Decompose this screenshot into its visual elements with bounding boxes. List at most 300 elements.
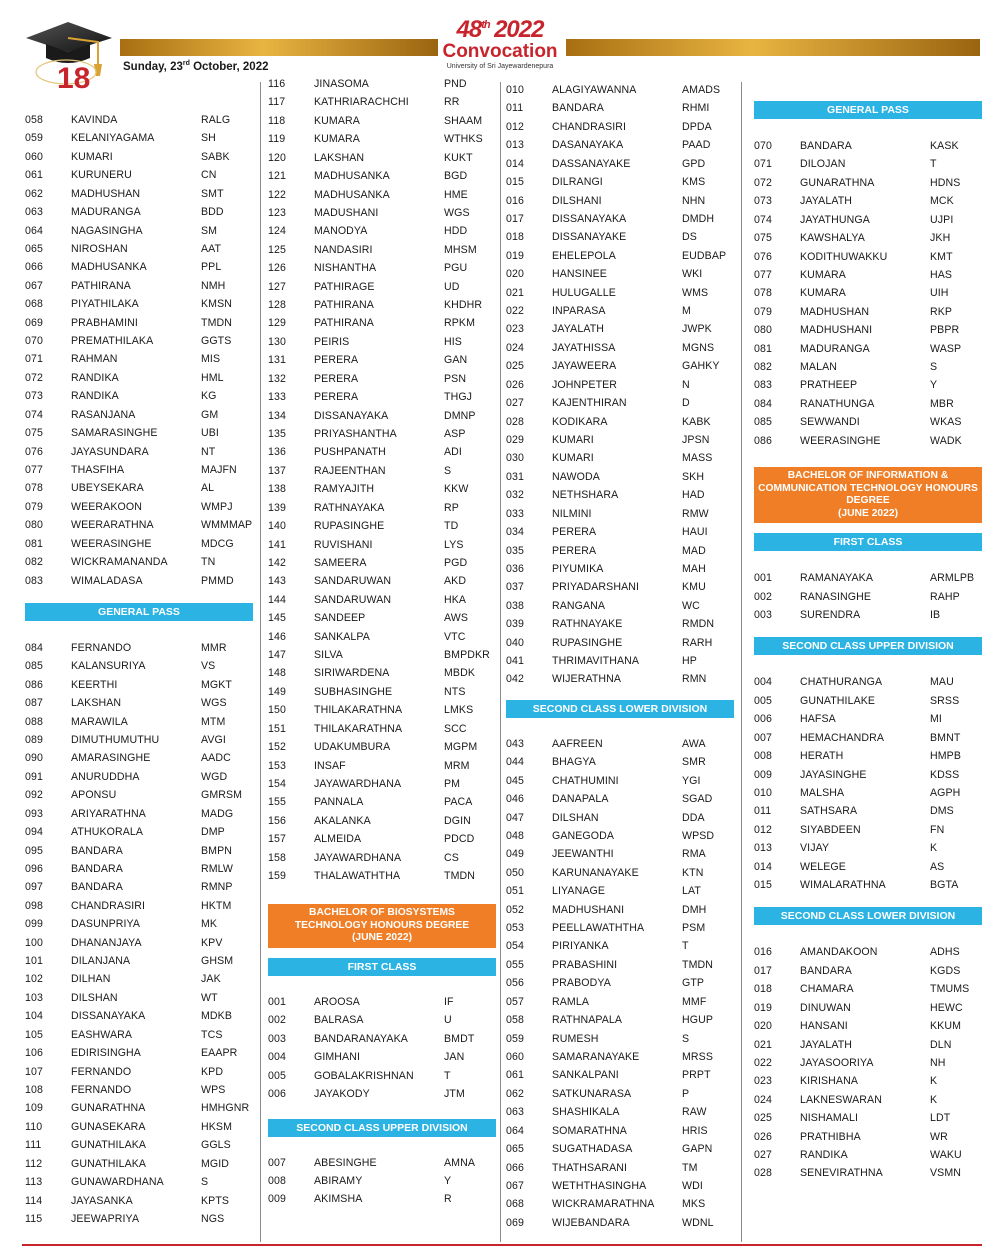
graduate-initials: RARH bbox=[682, 636, 713, 649]
graduate-number: 063 bbox=[506, 1106, 524, 1119]
graduate-initials: PRPT bbox=[682, 1069, 711, 1082]
graduate-number: 155 bbox=[268, 796, 286, 809]
graduate-number: 040 bbox=[506, 636, 524, 649]
list-item bbox=[25, 752, 253, 768]
graduate-number: 053 bbox=[506, 922, 524, 935]
list-item bbox=[268, 391, 496, 407]
graduate-number: 084 bbox=[25, 641, 43, 654]
list-item bbox=[754, 787, 982, 803]
graduate-number: 147 bbox=[268, 649, 286, 662]
graduate-name: LIYANAGE bbox=[552, 885, 606, 898]
list-item bbox=[506, 434, 734, 450]
list-item bbox=[754, 287, 982, 303]
graduate-name: PERERA bbox=[552, 526, 597, 539]
graduate-number: 143 bbox=[268, 575, 286, 588]
graduate-name: WEERAKOON bbox=[71, 500, 142, 513]
list-item bbox=[754, 1167, 982, 1183]
graduate-name: RAHMAN bbox=[71, 353, 118, 366]
section-header: GENERAL PASS bbox=[25, 603, 253, 621]
graduate-name: GUNARATHNA bbox=[71, 1102, 146, 1115]
graduate-initials: NGS bbox=[201, 1212, 225, 1225]
graduate-initials: MCK bbox=[930, 195, 954, 208]
list-item bbox=[268, 410, 496, 426]
graduate-name: WICKRAMARATHNA bbox=[552, 1198, 655, 1211]
graduate-initials: LYS bbox=[444, 538, 464, 551]
graduate-number: 070 bbox=[754, 140, 772, 152]
graduate-number: 096 bbox=[25, 862, 43, 875]
list-item bbox=[506, 940, 734, 956]
graduate-number: 152 bbox=[268, 741, 286, 754]
graduate-initials: SABK bbox=[201, 150, 230, 163]
graduate-initials: TMDN bbox=[444, 870, 475, 883]
graduate-initials: AADC bbox=[201, 752, 231, 765]
list-item bbox=[25, 881, 253, 897]
graduate-number: 078 bbox=[25, 482, 43, 495]
graduate-name: JAYASOORIYA bbox=[800, 1056, 874, 1069]
graduate-number: 121 bbox=[268, 170, 286, 183]
graduate-number: 033 bbox=[506, 507, 524, 520]
graduate-number: 010 bbox=[506, 84, 524, 96]
list-item bbox=[268, 170, 496, 186]
graduate-name: PRABASHINI bbox=[552, 958, 618, 971]
graduate-number: 112 bbox=[25, 1157, 43, 1170]
graduate-number: 025 bbox=[506, 360, 524, 373]
graduate-number: 022 bbox=[506, 305, 524, 318]
graduate-name: LAKSHAN bbox=[314, 151, 365, 164]
graduate-initials: BMPDKR bbox=[444, 649, 490, 662]
graduate-name: BALRASA bbox=[314, 1014, 364, 1027]
list-item bbox=[754, 398, 982, 414]
graduate-name: PERERA bbox=[314, 391, 359, 404]
graduate-number: 007 bbox=[268, 1156, 286, 1169]
graduate-name: HAFSA bbox=[800, 713, 836, 726]
list-item bbox=[25, 335, 253, 351]
graduate-initials: RMDN bbox=[682, 618, 715, 631]
graduate-initials: HKTM bbox=[201, 899, 232, 912]
graduate-initials: BMDT bbox=[444, 1032, 475, 1045]
list-item bbox=[268, 649, 496, 665]
graduate-name: WEERASINGHE bbox=[800, 434, 881, 447]
graduate-name: RUPASINGHE bbox=[552, 636, 623, 649]
graduate-initials: SMT bbox=[201, 187, 224, 200]
graduate-initials: SRSS bbox=[930, 694, 960, 707]
column-divider bbox=[500, 82, 501, 1242]
graduate-number: 025 bbox=[754, 1112, 772, 1125]
graduate-name: KUMARA bbox=[800, 268, 846, 281]
graduate-number: 052 bbox=[506, 903, 524, 916]
graduate-name: PATHIRAGE bbox=[314, 280, 375, 293]
list-item bbox=[25, 1102, 253, 1118]
graduate-initials: DS bbox=[682, 231, 697, 244]
graduate-initials: AMADS bbox=[682, 84, 721, 96]
graduate-name: KODIKARA bbox=[552, 415, 608, 428]
list-item bbox=[506, 1198, 734, 1214]
graduate-initials: KPD bbox=[201, 1065, 224, 1078]
graduate-number: 107 bbox=[25, 1065, 43, 1078]
list-item bbox=[268, 152, 496, 168]
graduate-number: 020 bbox=[754, 1020, 772, 1033]
graduate-initials: GAHKY bbox=[682, 360, 720, 373]
graduate-initials: RKP bbox=[930, 305, 953, 318]
graduate-name: JAYAKODY bbox=[314, 1088, 370, 1101]
graduate-number: 151 bbox=[268, 722, 286, 735]
graduate-name: ARIYARATHNA bbox=[71, 807, 146, 820]
graduate-name: MADURANGA bbox=[800, 342, 870, 355]
list-item bbox=[506, 959, 734, 975]
graduate-number: 006 bbox=[754, 713, 772, 726]
list-item bbox=[754, 306, 982, 322]
graduate-name: SAMARANAYAKE bbox=[552, 1051, 640, 1063]
graduate-name: WICKRAMANANDA bbox=[71, 556, 168, 569]
graduate-name: HANSINEE bbox=[552, 268, 607, 281]
list-item bbox=[268, 354, 496, 370]
list-item bbox=[268, 996, 496, 1012]
graduate-number: 051 bbox=[506, 885, 524, 898]
list-item bbox=[506, 1106, 734, 1122]
graduate-initials: KHDHR bbox=[444, 299, 483, 312]
graduate-name: APONSU bbox=[71, 789, 117, 802]
graduate-name: EHELEPOLA bbox=[552, 249, 616, 262]
graduate-initials: KPV bbox=[201, 936, 223, 949]
graduate-initials: SMR bbox=[682, 756, 706, 769]
graduate-initials: WPSD bbox=[682, 829, 715, 842]
graduate-name: BANDARA bbox=[71, 881, 123, 894]
graduate-initials: RPKM bbox=[444, 317, 476, 330]
graduate-name: RAJEENTHAN bbox=[314, 464, 386, 477]
graduate-name: DILHAN bbox=[71, 973, 111, 986]
graduate-number: 026 bbox=[506, 378, 524, 391]
graduate-initials: GAPN bbox=[682, 1143, 713, 1156]
graduate-initials: HRIS bbox=[682, 1124, 708, 1137]
graduate-number: 075 bbox=[754, 232, 772, 245]
graduate-name: SOMARATHNA bbox=[552, 1124, 627, 1137]
list-item bbox=[25, 538, 253, 554]
graduate-number: 079 bbox=[754, 305, 772, 318]
graduate-number: 013 bbox=[506, 139, 524, 152]
graduate-number: 083 bbox=[754, 379, 772, 392]
list-item bbox=[754, 140, 982, 156]
graduate-number: 116 bbox=[268, 78, 286, 90]
graduate-name: NETHSHARA bbox=[552, 489, 619, 502]
graduate-initials: MAH bbox=[682, 562, 706, 575]
graduate-initials: WPS bbox=[201, 1084, 226, 1096]
graduate-number: 077 bbox=[754, 268, 772, 281]
graduate-initials: NMH bbox=[201, 279, 226, 292]
list-item bbox=[754, 1039, 982, 1055]
graduate-name: CHAMARA bbox=[800, 983, 854, 996]
graduate-name: FERNANDO bbox=[71, 641, 132, 654]
list-item bbox=[25, 280, 253, 296]
graduate-number: 044 bbox=[506, 756, 524, 769]
graduate-name: MANODYA bbox=[314, 225, 368, 238]
list-item bbox=[754, 361, 982, 377]
graduate-name: SANDEEP bbox=[314, 612, 366, 625]
graduate-name: ALMEIDA bbox=[314, 833, 362, 846]
graduate-initials: KKUM bbox=[930, 1020, 962, 1033]
graduate-name: DINUWAN bbox=[800, 1001, 851, 1014]
graduate-initials: JAN bbox=[444, 1051, 465, 1064]
graduate-initials: HGUP bbox=[682, 1014, 714, 1027]
graduate-number: 066 bbox=[25, 261, 43, 274]
graduate-number: 159 bbox=[268, 870, 286, 883]
graduate-initials: WGS bbox=[444, 206, 470, 219]
graduate-name: SILVA bbox=[314, 649, 343, 662]
list-item bbox=[268, 1157, 496, 1173]
graduate-initials: MDKB bbox=[201, 1010, 233, 1023]
graduate-name: NAGASINGHA bbox=[71, 224, 143, 237]
graduate-number: 047 bbox=[506, 811, 524, 824]
graduate-initials: JWPK bbox=[682, 323, 712, 336]
graduate-name: SIYABDEEN bbox=[800, 823, 861, 836]
list-item bbox=[25, 845, 253, 861]
list-item bbox=[25, 808, 253, 824]
list-item bbox=[25, 863, 253, 879]
graduate-initials: DDA bbox=[682, 811, 705, 824]
list-item bbox=[268, 373, 496, 389]
list-item bbox=[268, 778, 496, 794]
graduate-name: BANDARA bbox=[71, 844, 123, 857]
logo-title: Convocation bbox=[442, 41, 558, 62]
graduate-name: THALAWATHTHA bbox=[314, 870, 401, 883]
graduate-number: 123 bbox=[268, 206, 286, 219]
graduate-initials: DMH bbox=[682, 903, 707, 916]
list-item bbox=[506, 812, 734, 828]
graduate-number: 082 bbox=[25, 556, 43, 569]
list-item bbox=[754, 195, 982, 211]
graduate-number: 010 bbox=[754, 786, 772, 799]
graduate-initials: D bbox=[682, 397, 690, 410]
graduate-number: 058 bbox=[25, 114, 43, 126]
list-item bbox=[25, 973, 253, 989]
graduate-number: 003 bbox=[268, 1032, 286, 1045]
graduate-number: 028 bbox=[506, 415, 524, 428]
graduate-number: 014 bbox=[506, 157, 524, 170]
list-item bbox=[25, 188, 253, 204]
graduate-number: 118 bbox=[268, 114, 286, 127]
graduate-initials: DMDH bbox=[682, 212, 715, 225]
list-item bbox=[25, 1029, 253, 1045]
graduate-initials: AGPH bbox=[930, 786, 961, 799]
graduate-initials: ADI bbox=[444, 446, 462, 459]
list-item bbox=[25, 955, 253, 971]
graduate-number: 127 bbox=[268, 280, 286, 293]
list-item bbox=[268, 704, 496, 720]
list-item bbox=[754, 769, 982, 785]
list-item bbox=[268, 612, 496, 628]
list-item bbox=[506, 250, 734, 266]
graduate-initials: WTHKS bbox=[444, 133, 483, 146]
list-item bbox=[754, 676, 982, 692]
graduate-name: KUMARA bbox=[800, 287, 846, 300]
graduate-initials: MGID bbox=[201, 1157, 230, 1170]
graduate-initials: PSM bbox=[682, 922, 706, 935]
graduate-number: 038 bbox=[506, 599, 524, 612]
graduate-initials: DGIN bbox=[444, 814, 471, 827]
graduate-number: 150 bbox=[268, 704, 286, 717]
list-item bbox=[268, 594, 496, 610]
footer-rule bbox=[22, 1244, 982, 1246]
graduate-name: THASFIHA bbox=[71, 463, 125, 476]
graduate-name: KUMARI bbox=[552, 452, 594, 465]
graduate-name: JAYASANKA bbox=[71, 1194, 133, 1207]
graduate-number: 003 bbox=[754, 608, 772, 621]
list-item bbox=[268, 133, 496, 149]
graduate-initials: M bbox=[682, 305, 691, 318]
graduate-number: 137 bbox=[268, 464, 286, 477]
graduate-number: 117 bbox=[268, 96, 286, 109]
graduate-number: 067 bbox=[25, 279, 43, 292]
degree-title-box bbox=[754, 467, 982, 523]
graduate-name: SANKALPANI bbox=[552, 1069, 619, 1082]
graduate-name: INSAF bbox=[314, 759, 346, 772]
list-item bbox=[25, 409, 253, 425]
graduate-number: 046 bbox=[506, 793, 524, 806]
list-item bbox=[25, 482, 253, 498]
list-item bbox=[754, 713, 982, 729]
graduate-number: 017 bbox=[506, 212, 524, 225]
graduate-initials: BMPN bbox=[201, 844, 233, 857]
list-item bbox=[506, 158, 734, 174]
graduate-name: WEERARATHNA bbox=[71, 519, 154, 532]
graduate-number: 016 bbox=[754, 946, 772, 959]
graduate-name: JOHNPETER bbox=[552, 378, 618, 391]
graduate-number: 124 bbox=[268, 225, 286, 238]
list-item bbox=[268, 686, 496, 702]
graduate-number: 065 bbox=[25, 242, 43, 255]
list-item bbox=[25, 1010, 253, 1026]
graduate-name: GUNATHILAKE bbox=[800, 694, 876, 707]
graduate-initials: SM bbox=[201, 224, 218, 237]
graduate-initials: WDI bbox=[682, 1179, 703, 1192]
graduate-name: MALAN bbox=[800, 361, 837, 374]
list-item bbox=[268, 520, 496, 536]
list-item bbox=[268, 483, 496, 499]
list-item bbox=[754, 435, 982, 451]
graduate-name: INPARASA bbox=[552, 305, 606, 318]
graduate-name: BHAGYA bbox=[552, 756, 596, 769]
list-item bbox=[754, 177, 982, 193]
graduate-initials: AMNA bbox=[444, 1156, 476, 1169]
graduate-initials: WASP bbox=[930, 342, 962, 355]
graduate-name: JAYAWARDHANA bbox=[314, 851, 402, 864]
list-item bbox=[25, 372, 253, 388]
graduate-name: BANDARA bbox=[800, 140, 852, 152]
list-item bbox=[754, 1149, 982, 1165]
list-item bbox=[506, 121, 734, 137]
graduate-number: 140 bbox=[268, 520, 286, 533]
header-gold-bar-left bbox=[120, 39, 438, 56]
graduate-initials: ASP bbox=[444, 427, 466, 440]
graduate-initials: P bbox=[682, 1087, 690, 1100]
list-item bbox=[25, 918, 253, 934]
list-item bbox=[754, 805, 982, 821]
list-item bbox=[506, 637, 734, 653]
list-item bbox=[754, 824, 982, 840]
graduate-number: 145 bbox=[268, 612, 286, 625]
list-item bbox=[268, 833, 496, 849]
graduate-name: KARUNANAYAKE bbox=[552, 866, 639, 879]
graduate-number: 035 bbox=[506, 544, 524, 557]
graduate-name: PANNALA bbox=[314, 796, 364, 809]
list-item bbox=[268, 1070, 496, 1086]
graduate-number: 080 bbox=[25, 519, 43, 532]
graduate-name: DILSHAN bbox=[552, 811, 599, 824]
graduate-initials: MMF bbox=[682, 995, 707, 1008]
graduate-number: 079 bbox=[25, 500, 43, 513]
list-item bbox=[506, 1069, 734, 1085]
graduate-number: 018 bbox=[506, 231, 524, 244]
graduate-initials: JKH bbox=[930, 232, 951, 245]
graduate-number: 063 bbox=[25, 206, 43, 219]
graduate-name: KAWSHALYA bbox=[800, 232, 865, 245]
graduate-name: DISSANAYAKE bbox=[552, 231, 627, 244]
graduate-name: PIYUMIKA bbox=[552, 562, 604, 575]
list-item bbox=[506, 673, 734, 689]
list-item bbox=[25, 1047, 253, 1063]
graduate-initials: HAS bbox=[930, 268, 953, 281]
graduate-name: KALANSURIYA bbox=[71, 660, 146, 673]
graduate-initials: NH bbox=[930, 1056, 946, 1069]
graduate-name: SANDARUWAN bbox=[314, 575, 392, 588]
graduate-name: ANURUDDHA bbox=[71, 770, 140, 783]
graduate-initials: SGAD bbox=[682, 793, 713, 806]
degree-title-line: (JUNE 2022) bbox=[837, 507, 899, 519]
list-item bbox=[506, 996, 734, 1012]
graduate-number: 034 bbox=[506, 526, 524, 539]
graduate-initials: SHAAM bbox=[444, 114, 483, 127]
graduate-number: 130 bbox=[268, 335, 286, 348]
list-item bbox=[754, 946, 982, 962]
graduate-number: 027 bbox=[754, 1149, 772, 1162]
graduate-name: MADHUSANKA bbox=[314, 170, 390, 183]
graduate-number: 114 bbox=[25, 1194, 43, 1207]
list-item bbox=[506, 618, 734, 634]
graduate-initials: EUDBAP bbox=[682, 249, 727, 262]
graduate-initials: BGD bbox=[444, 170, 468, 183]
graduate-name: MADHUSANKA bbox=[71, 261, 147, 274]
graduate-number: 061 bbox=[506, 1069, 524, 1082]
graduate-initials: T bbox=[682, 940, 689, 953]
list-item bbox=[268, 815, 496, 831]
graduate-name: BANDARA bbox=[71, 862, 123, 875]
graduate-initials: GMRSM bbox=[201, 789, 243, 802]
graduate-name: GIMHANI bbox=[314, 1051, 361, 1064]
date-suffix-sup: rd bbox=[182, 60, 190, 67]
graduate-initials: MMR bbox=[201, 641, 227, 654]
graduate-name: SENEVIRATHNA bbox=[800, 1167, 883, 1180]
graduate-number: 139 bbox=[268, 501, 286, 514]
graduate-number: 142 bbox=[268, 556, 286, 569]
graduate-initials: HML bbox=[201, 371, 224, 384]
list-item bbox=[506, 1125, 734, 1141]
graduate-name: HULUGALLE bbox=[552, 286, 616, 299]
list-item bbox=[25, 556, 253, 572]
graduate-initials: DPDA bbox=[682, 120, 712, 133]
graduate-name: SUBHASINGHE bbox=[314, 685, 393, 698]
list-item bbox=[25, 114, 253, 130]
graduate-number: 077 bbox=[25, 463, 43, 476]
graduate-initials: RAHP bbox=[930, 590, 960, 603]
graduate-initials: PGD bbox=[444, 556, 468, 569]
list-item bbox=[268, 262, 496, 278]
graduate-initials: HKSM bbox=[201, 1120, 233, 1133]
graduate-initials: SH bbox=[201, 132, 216, 145]
graduate-initials: S bbox=[444, 464, 452, 477]
graduate-number: 136 bbox=[268, 446, 286, 459]
graduate-name: PERERA bbox=[314, 372, 359, 385]
list-item bbox=[25, 132, 253, 148]
graduate-name: AKALANKA bbox=[314, 814, 371, 827]
